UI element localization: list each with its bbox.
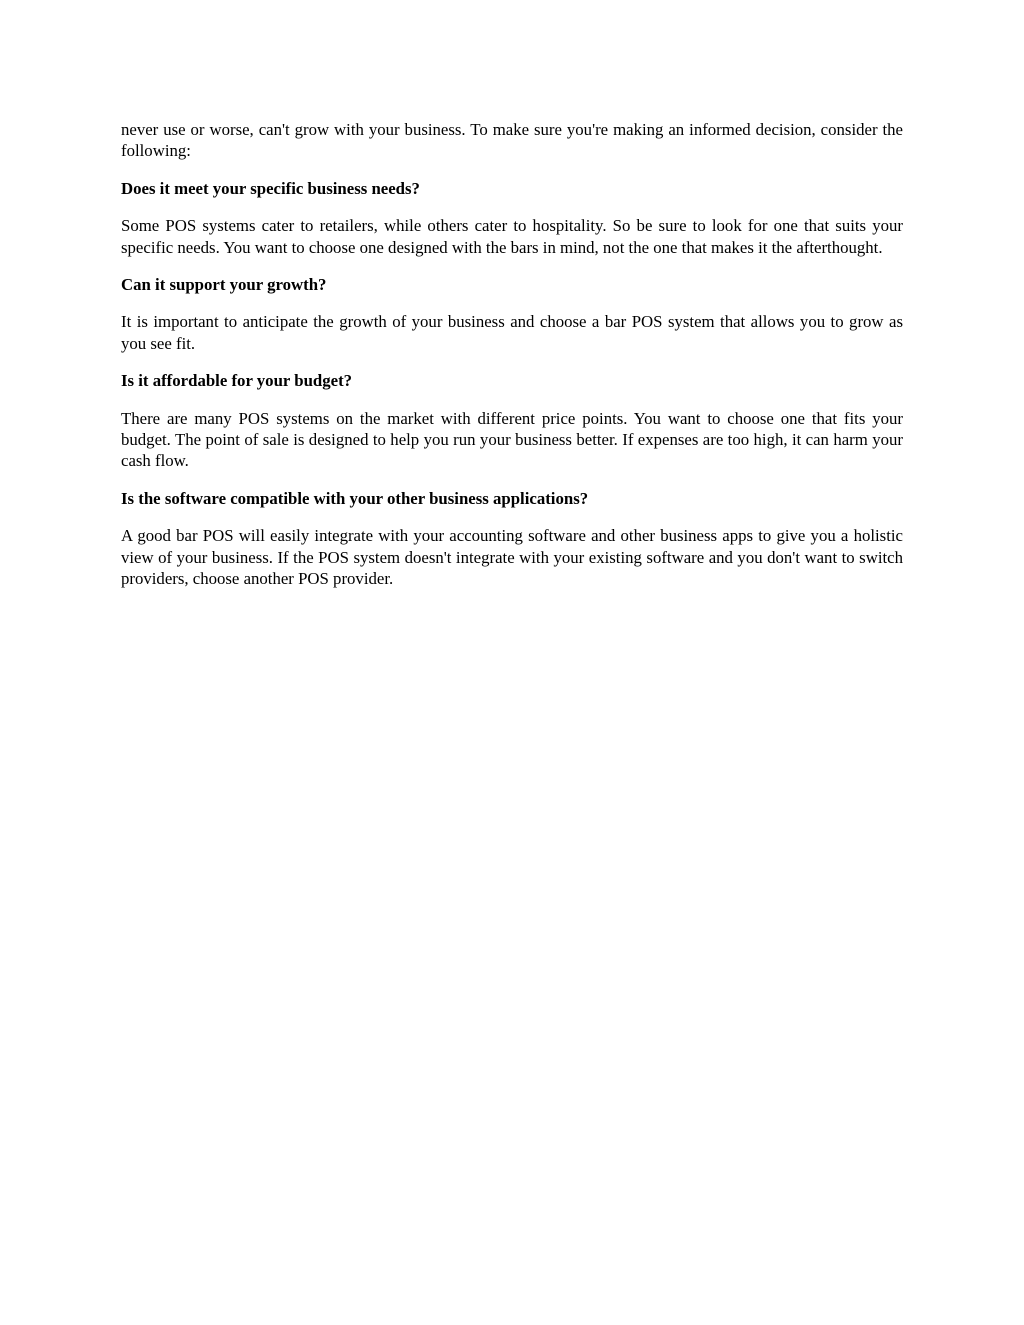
budget-paragraph: There are many POS systems on the market with different price points. You want to choose one that fits your budget. The point of sale is designed to help you run your business better. If expenses are too high, it can harm your cash flow. <box>121 408 903 471</box>
section-heading-compatibility: Is the software compatible with your other business applications? <box>121 488 589 508</box>
section-heading-business-needs: Does it meet your specific business needs? <box>121 178 420 198</box>
section-heading-growth: Can it support your growth? <box>121 275 327 295</box>
section-heading-budget: Is it affordable for your budget? <box>121 371 353 391</box>
compatibility-paragraph: A good bar POS will easily integrate with your accounting software and other business apps to give you a holistic view of your business. If the POS system doesn't integrate with your existing software and you don't want to switch providers, choose another POS provider. <box>121 526 903 589</box>
intro-paragraph: never use or worse, can't grow with your business. To make sure you're making an informed decision, consider the following: <box>121 120 903 161</box>
growth-paragraph: It is important to anticipate the growth of your business and choose a bar POS system that allows you to grow as you see fit. <box>121 312 903 353</box>
business-needs-paragraph: Some POS systems cater to retailers, while others cater to hospitality. So be sure to look for one that suits your specific needs. You want to choose one designed with the bars in mind, not the one that makes it the afterthought. <box>121 216 903 257</box>
document-page <box>121 119 903 606</box>
